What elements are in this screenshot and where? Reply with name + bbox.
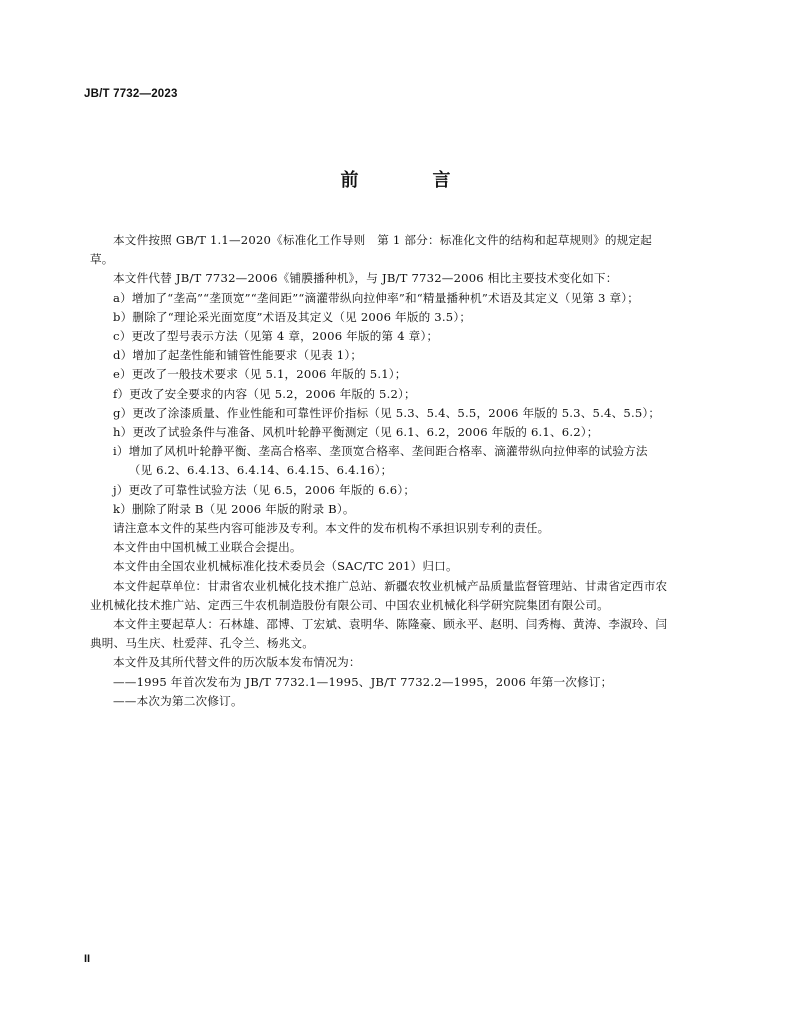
changes-list <box>90 289 668 519</box>
list-marker: b） <box>113 309 133 324</box>
paragraph-drafters: 本文件主要起草人：石林雄、邵博、丁宏斌、袁明华、陈隆豪、顾永平、赵明、闫秀梅、黄涛、李淑玲、闫典明、马生庆、杜爱萍、孔令兰、杨兆文。 <box>90 617 668 651</box>
list-marker: c） <box>113 329 132 344</box>
paragraph-drafting-rules: 本文件按照 GB/T 1.1—2020《标准化工作导则 第 1 部分：标准化文件的结构和起草规则》的规定起草。 <box>90 233 653 267</box>
list-marker: a） <box>113 290 132 305</box>
paragraph-patent-notice: 请注意本文件的某些内容可能涉及专利。本文件的发布机构不承担识别专利的责任。 <box>113 521 550 536</box>
page-title: 前 言 <box>340 170 479 191</box>
paragraph-replacement: 本文件代替 JB/T 7732—2006《铺膜播种机》，与 JB/T 7732—2006 相比主要技术变化如下： <box>113 271 618 286</box>
list-item-text: 增加了起垄性能和铺管性能要求（见表 1）； <box>132 348 363 363</box>
paragraph-version-history-intro: 本文件及其所代替文件的历次版本发布情况为： <box>113 655 361 670</box>
paragraph-proposer: 本文件由中国机械工业联合会提出。 <box>113 540 302 555</box>
list-item <box>113 346 668 365</box>
paragraph-technical-committee: 本文件由全国农业机械标准化技术委员会（SAC/TC 201）归口。 <box>113 559 458 574</box>
list-item <box>113 423 668 442</box>
list-item <box>113 308 668 327</box>
list-item <box>113 481 668 500</box>
list-marker: f） <box>113 386 130 401</box>
history-item: ——1995 年首次发布为 JB/T 7732.1—1995、JB/T 7732.2—1995，2006 年第一次修订； <box>113 674 613 689</box>
list-marker: i） <box>113 444 129 459</box>
list-item <box>113 404 668 423</box>
list-item-text: 更改了试验条件与准备、风机叶轮静平衡测定（见 6.1、6.2，2006 年版的 6.1、6.2）； <box>132 425 599 440</box>
list-item-text: 增加了“垄高”“垄顶宽”“垄间距”“滴灌带纵向拉伸率”和“精量播种机”术语及其定义（见第 3 章）； <box>131 290 640 305</box>
list-item <box>113 327 668 346</box>
list-marker: e） <box>113 367 132 382</box>
list-item-text: 更改了可靠性试验方法（见 6.5，2006 年版的 6.6）； <box>128 482 416 497</box>
list-item-text: 更改了涂漆质量、作业性能和可靠性评价指标（见 5.3、5.4、5.5，2006 年版的 5.3、5.4、5.5）； <box>132 405 661 420</box>
list-marker: d） <box>113 348 133 363</box>
list-item <box>113 365 668 384</box>
list-item <box>113 385 668 404</box>
document-id-header: JB/T 7732—2023 <box>84 88 178 100</box>
history-item: ——本次为第二次修订。 <box>113 693 243 708</box>
list-item <box>113 442 668 480</box>
list-item-text: 删除了附录 B（见 2006 年版的附录 B）。 <box>132 501 355 516</box>
list-marker: g） <box>113 405 133 420</box>
list-item <box>113 500 668 519</box>
list-item-text: 删除了“理论采光面宽度”术语及其定义（见 2006 年版的 3.5）； <box>132 309 472 324</box>
list-item-text: 增加了风机叶轮静平衡、垄高合格率、垄顶宽合格率、垄间距合格率、滴灌带纵向拉伸率的试验方法（见 6.2、6.4.13、6.4.14、6.4.15、6.4.16）； <box>128 444 648 478</box>
list-marker: h） <box>113 425 133 440</box>
list-item-text: 更改了一般技术要求（见 5.1，2006 年版的 5.1）； <box>131 367 407 382</box>
document-body <box>90 231 668 711</box>
list-marker: k） <box>113 501 133 516</box>
list-item <box>113 289 668 308</box>
paragraph-drafting-units: 本文件起草单位：甘肃省农业机械化技术推广总站、新疆农牧业机械产品质量监督管理站、甘肃省定西市农业机械化技术推广站、定西三牛农机制造股份有限公司、中国农业机械化科学研究院集团有限公司。 <box>90 578 668 612</box>
page-number: II <box>84 953 91 965</box>
list-item-text: 更改了安全要求的内容（见 5.2，2006 年版的 5.2）； <box>129 386 416 401</box>
list-item-text: 更改了型号表示方法（见第 4 章，2006 年版的第 4 章）； <box>131 329 439 344</box>
list-marker: j） <box>113 482 129 497</box>
